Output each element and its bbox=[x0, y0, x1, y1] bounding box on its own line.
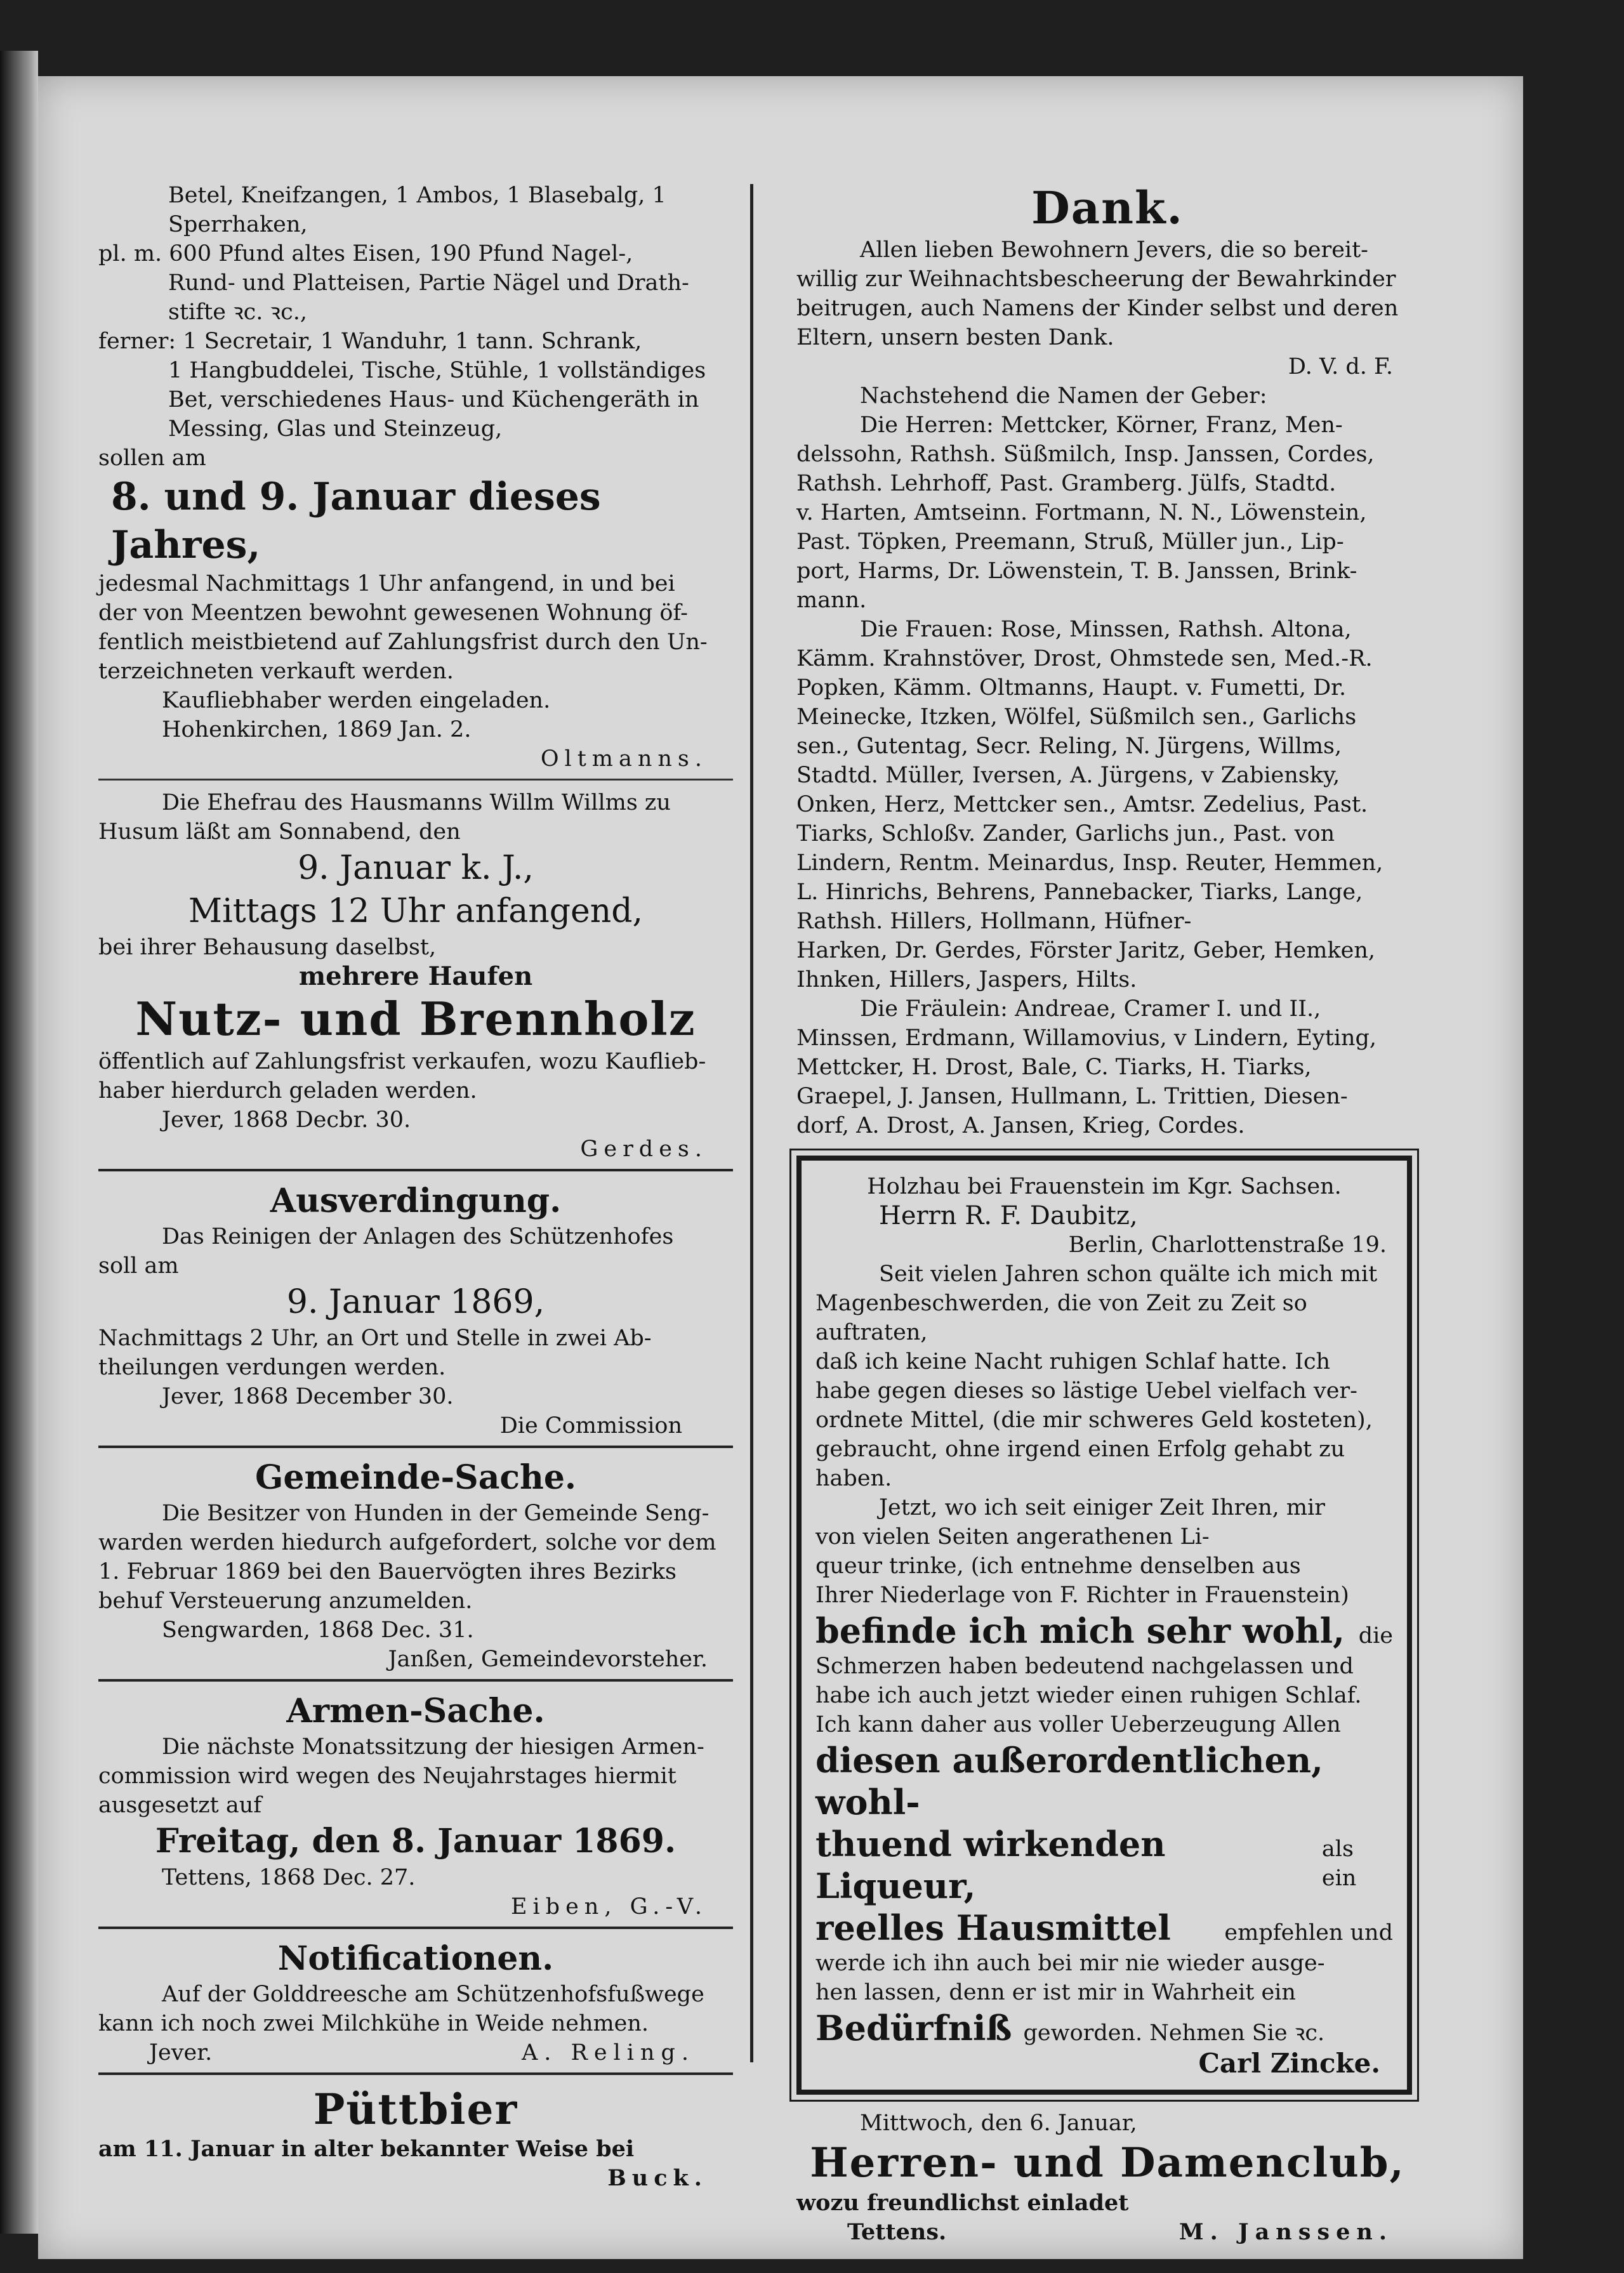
testimonial-line: werde ich ihn auch bei mir nie wieder ausge- bbox=[815, 1951, 1325, 1976]
testimonial-line: Herrn R. F. Daubitz, bbox=[879, 1201, 1138, 1230]
testimonial-line: als ein bbox=[1321, 1836, 1357, 1891]
auction-line: fentlich meistbietend auf Zahlungsfrist durch den Un- bbox=[98, 629, 708, 655]
club-place: Tettens. bbox=[847, 2219, 947, 2245]
auction-line: Rund- und Platteisen, Partie Nägel und Drath- bbox=[168, 270, 689, 296]
dank-line: willig zur Weihnachtsbescheerung der Bewahrkinder bbox=[796, 267, 1396, 292]
armen-place-date: Tettens, 1868 Dec. 27. bbox=[162, 1865, 416, 1890]
testimonial-line bbox=[815, 1823, 1393, 1907]
section-rule bbox=[98, 1927, 733, 1929]
wood-line: Die Ehefrau des Hausmanns Willm Willms zu bbox=[162, 790, 671, 815]
dank-title: Dank. bbox=[1031, 181, 1184, 234]
dank-line: Allen lieben Bewohnern Jevers, die so bereit- bbox=[860, 237, 1369, 263]
testimonial-emphasis: thuend wirkenden Liqueur, bbox=[815, 1824, 1166, 1906]
donor-line: Die Fräulein: Andreae, Cramer I. und II., bbox=[860, 996, 1321, 1022]
testimonial-signature: Carl Zincke. bbox=[1198, 2048, 1380, 2079]
gemeinde-line: behuf Versteuerung anzumelden. bbox=[98, 1588, 473, 1614]
auction-line: Kaufliebhaber werden eingeladen. bbox=[162, 688, 551, 713]
donor-line: Onken, Herz, Mettcker sen., Amtsr. Zedelius, Past. bbox=[796, 792, 1368, 817]
wood-sale-notice bbox=[98, 788, 733, 1164]
club-notice bbox=[796, 2109, 1418, 2247]
wood-time: Mittags 12 Uhr anfangend, bbox=[188, 892, 644, 930]
section-rule bbox=[98, 779, 733, 781]
ausverdingung-notice bbox=[98, 1180, 733, 1440]
section-rule bbox=[98, 1679, 733, 1682]
auction-line: pl. m. 600 Pfund altes Eisen, 190 Pfund Nagel-, bbox=[98, 241, 633, 267]
right-column bbox=[796, 181, 1418, 2247]
testimonial-emphasis: reelles Hausmittel bbox=[815, 1907, 1171, 1948]
testimonial-line: habe ich auch jetzt wieder einen ruhigen Schlaf. bbox=[815, 1683, 1362, 1708]
auction-line: Sperrhaken, bbox=[168, 212, 308, 237]
auction-line: Messing, Glas und Steinzeug, bbox=[168, 416, 503, 442]
donor-line: Past. Töpken, Preemann, Struß, Müller jun., Lip- bbox=[796, 529, 1344, 555]
ausverdingung-line: theilungen verdungen werden. bbox=[98, 1355, 446, 1380]
gemeinde-notice bbox=[98, 1457, 733, 1674]
donor-line: Graepel, J. Jansen, Hullmann, L. Trittien, Diesen- bbox=[796, 1084, 1348, 1109]
ausverdingung-line: Das Reinigen der Anlagen des Schützenhofes bbox=[162, 1224, 674, 1249]
armen-line: ausgesetzt auf bbox=[98, 1793, 262, 1818]
donor-line: Meinecke, Itzken, Wölfel, Süßmilch sen., Garlichs bbox=[796, 704, 1357, 730]
testimonial-line: daß ich keine Nacht ruhigen Schlaf hatte. Ich bbox=[815, 1349, 1331, 1374]
wood-date: 9. Januar k. J., bbox=[298, 849, 534, 887]
wood-signature: Gerdes. bbox=[580, 1136, 708, 1162]
gemeinde-signature: Janßen, Gemeindevorsteher. bbox=[388, 1647, 708, 1672]
armen-line: Die nächste Monatssitzung der hiesigen Armen- bbox=[162, 1734, 704, 1760]
armen-line: commission wird wegen des Neujahrstages hiermit bbox=[98, 1763, 677, 1789]
donor-line: Ihnken, Hillers, Jaspers, Hilts. bbox=[796, 967, 1137, 992]
club-footer bbox=[796, 2218, 1418, 2247]
auction-date: 8. und 9. Januar dieses Jahres, bbox=[111, 475, 601, 567]
testimonial-line: Jetzt, wo ich seit einiger Zeit Ihren, mir bbox=[879, 1495, 1325, 1520]
ausverdingung-place-date: Jever, 1868 December 30. bbox=[162, 1384, 454, 1409]
club-signature: M. Janssen. bbox=[1178, 2219, 1393, 2245]
testimonial-line: Seit vielen Jahren schon quälte ich mich mit bbox=[879, 1262, 1378, 1287]
gemeinde-title: Gemeinde-Sache. bbox=[254, 1458, 577, 1497]
donor-line: port, Harms, Dr. Löwenstein, T. B. Janssen, Brink- bbox=[796, 558, 1357, 584]
donor-line: dorf, A. Drost, A. Jansen, Krieg, Cordes. bbox=[796, 1113, 1245, 1138]
donor-line: Rathsh. Hillers, Hollmann, Hüfner- bbox=[796, 909, 1192, 934]
wood-line: haber hierdurch geladen werden. bbox=[98, 1078, 477, 1104]
wood-line: bei ihrer Behausung daselbst, bbox=[98, 935, 437, 960]
auction-line: sollen am bbox=[98, 445, 206, 471]
auction-signature: Oltmanns. bbox=[540, 746, 708, 772]
testimonial-emphasis: Bedürfniß bbox=[815, 2008, 1012, 2048]
testimonial-line: queur trinke, (ich entnehme denselben aus bbox=[815, 1553, 1301, 1579]
club-title: Herren- und Damenclub, bbox=[810, 2139, 1405, 2187]
notification-notice bbox=[98, 1938, 733, 2067]
ausverdingung-date: 9. Januar 1869, bbox=[286, 1283, 545, 1321]
dank-line: Nachstehend die Namen der Geber: bbox=[860, 383, 1267, 409]
testimonial-line bbox=[815, 1907, 1393, 1949]
testimonial-line bbox=[815, 1610, 1393, 1652]
auction-line: 1 Hangbuddelei, Tische, Stühle, 1 vollständiges bbox=[168, 358, 706, 383]
auction-line: Betel, Kneifzangen, 1 Ambos, 1 Blasebalg, 1 bbox=[168, 183, 666, 208]
dank-line: Eltern, unsern besten Dank. bbox=[796, 325, 1114, 350]
donor-line: delssohn, Rathsh. Süßmilch, Insp. Janssen, Cordes, bbox=[796, 442, 1375, 467]
puettbier-line: am 11. Januar in alter bekannter Weise bei bbox=[98, 2136, 635, 2162]
ausverdingung-line: Nachmittags 2 Uhr, an Ort und Stelle in zwei Ab- bbox=[98, 1326, 652, 1351]
wood-line: öffentlich auf Zahlungsfrist verkaufen, wozu Kauflieb- bbox=[98, 1049, 706, 1074]
donor-line: Die Frauen: Rose, Minssen, Rathsh. Altona, bbox=[860, 617, 1352, 642]
donor-line: Popken, Kämm. Oltmanns, Haupt. v. Fumetti, Dr. bbox=[796, 675, 1347, 701]
testimonial-line: von vielen Seiten angerathenen Li- bbox=[815, 1524, 1210, 1550]
testimonial-emphasis: befinde ich mich sehr wohl, bbox=[815, 1611, 1345, 1651]
testimonial-line: Magenbeschwerden, die von Zeit zu Zeit so auftraten, bbox=[815, 1291, 1307, 1345]
auction-line: ferner: 1 Secretair, 1 Wanduhr, 1 tann. Schrank, bbox=[98, 329, 642, 354]
wood-line: Husum läßt am Sonnabend, den bbox=[98, 819, 461, 845]
club-line: Mittwoch, den 6. Januar, bbox=[860, 2111, 1137, 2136]
testimonial-line: die bbox=[1358, 1623, 1393, 1649]
donor-line: sen., Gutentag, Secr. Reling, N. Jürgens, Willms, bbox=[796, 734, 1342, 759]
club-line: wozu freundlichst einladet bbox=[796, 2190, 1129, 2216]
dank-signature: D. V. d. F. bbox=[1288, 354, 1393, 379]
testimonial-line: Schmerzen haben bedeutend nachgelassen und bbox=[815, 1654, 1354, 1679]
section-rule bbox=[98, 2072, 733, 2075]
donor-line: Minssen, Erdmann, Willamovius, v Lindern, Eyting, bbox=[796, 1025, 1377, 1051]
testimonial-line: Ihrer Niederlage von F. Richter in Frauenstein) bbox=[815, 1583, 1349, 1608]
donor-line: Die Herren: Mettcker, Körner, Franz, Men- bbox=[860, 412, 1343, 438]
auction-line: stifte ꝛc. ꝛc., bbox=[168, 300, 307, 325]
testimonial-line: geworden. Nehmen Sie ꝛc. bbox=[1023, 2020, 1325, 2046]
donor-line: Lindern, Rentm. Meinardus, Insp. Reuter, Hemmen, bbox=[796, 850, 1383, 876]
notification-title: Notificationen. bbox=[277, 1939, 554, 1978]
armen-date: Freitag, den 8. Januar 1869. bbox=[155, 1822, 677, 1861]
notification-line: Auf der Golddreesche am Schützenhofsfußwege bbox=[162, 1982, 704, 2007]
testimonial-emphasis: diesen außerordentlichen, wohl- bbox=[815, 1740, 1323, 1822]
donor-line: v. Harten, Amtseinn. Fortmann, N. N., Löwenstein, bbox=[796, 500, 1367, 525]
auction-line: der von Meentzen bewohnt gewesenen Wohnung öf- bbox=[98, 600, 688, 626]
armen-title: Armen-Sache. bbox=[286, 1692, 545, 1730]
auction-line: terzeichneten verkauft werden. bbox=[98, 659, 454, 684]
notification-place: Jever. bbox=[149, 2040, 213, 2065]
puettbier-title: Püttbier bbox=[313, 2085, 518, 2134]
wood-headline: Nutz- und Brennholz bbox=[135, 992, 696, 1046]
wood-line: mehrere Haufen bbox=[298, 961, 533, 991]
donor-line: L. Hinrichs, Behrens, Pannebacker, Tiarks, Lange, bbox=[796, 880, 1363, 905]
section-rule bbox=[98, 1446, 733, 1448]
gemeinde-line: 1. Februar 1869 bei den Bauervögten ihres Bezirks bbox=[98, 1559, 677, 1585]
donor-line: Rathsh. Lehrhoff, Past. Gramberg. Jülfs, Stadtd. bbox=[796, 471, 1337, 496]
ausverdingung-line: soll am bbox=[98, 1253, 179, 1279]
section-rule bbox=[98, 1169, 733, 1171]
testimonial-line: habe gegen dieses so lästige Uebel vielfach ver- bbox=[815, 1378, 1357, 1404]
book-binding bbox=[0, 51, 38, 2234]
dank-line: beitrugen, auch Namens der Kinder selbst und deren bbox=[796, 296, 1399, 321]
testimonial-line bbox=[815, 2007, 1393, 2049]
left-column bbox=[98, 181, 733, 2193]
armen-signature: Eiben, G.-V. bbox=[510, 1894, 708, 1920]
donor-line: mann. bbox=[796, 588, 867, 613]
notification-footer bbox=[98, 2038, 733, 2067]
testimonial-line: Holzhau bei Frauenstein im Kgr. Sachsen. bbox=[867, 1174, 1342, 1199]
testimonial-line: Ich kann daher aus voller Ueberzeugung Allen bbox=[815, 1712, 1341, 1737]
testimonial-line: empfehlen und bbox=[1224, 1920, 1393, 1946]
donor-line: Kämm. Krahnstöver, Drost, Ohmstede sen, Med.-R. bbox=[796, 646, 1373, 671]
puettbier-notice bbox=[98, 2084, 733, 2193]
auction-place-date: Hohenkirchen, 1869 Jan. 2. bbox=[162, 717, 472, 742]
auction-line: jedesmal Nachmittags 1 Uhr anfangend, in und bei bbox=[98, 571, 675, 596]
donor-line: Mettcker, H. Drost, Bale, C. Tiarks, H. Tiarks, bbox=[796, 1055, 1312, 1080]
column-divider bbox=[750, 184, 753, 2062]
notification-line: kann ich noch zwei Milchkühe in Weide nehmen. bbox=[98, 2011, 649, 2036]
testimonial-line: ordnete Mittel, (die mir schweres Geld kosteten), bbox=[815, 1407, 1373, 1433]
testimonial-line: haben. bbox=[815, 1466, 892, 1491]
gemeinde-line: Die Besitzer von Hunden in der Gemeinde Seng- bbox=[162, 1501, 710, 1526]
donor-line: Tiarks, Schloßv. Zander, Garlichs jun., Past. von bbox=[796, 821, 1335, 847]
armen-notice bbox=[98, 1690, 733, 1921]
ausverdingung-title: Ausverdingung. bbox=[270, 1182, 562, 1220]
wood-place-date: Jever, 1868 Decbr. 30. bbox=[162, 1107, 411, 1133]
auction-notice bbox=[98, 181, 733, 774]
gemeinde-line: warden werden hiedurch aufgefordert, solche vor dem bbox=[98, 1530, 716, 1555]
donor-line: Harken, Dr. Gerdes, Förster Jaritz, Geber, Hemken, bbox=[796, 938, 1376, 963]
ausverdingung-signature: Die Commission bbox=[499, 1413, 682, 1439]
puettbier-signature: Buck. bbox=[607, 2165, 708, 2191]
dank-notice bbox=[796, 181, 1418, 1140]
testimonial-line: Berlin, Charlottenstraße 19. bbox=[1068, 1232, 1387, 1258]
testimonial-line: gebraucht, ohne irgend einen Erfolg gehabt zu bbox=[815, 1437, 1345, 1462]
auction-line: Bet, verschiedenes Haus- und Küchengeräth in bbox=[168, 387, 699, 412]
testimonial-line: hen lassen, denn er ist mir in Wahrheit ein bbox=[815, 1980, 1296, 2005]
notification-signature: A. Reling. bbox=[521, 2040, 695, 2065]
gemeinde-place-date: Sengwarden, 1868 Dec. 31. bbox=[162, 1617, 474, 1643]
liqueur-testimonial-box bbox=[796, 1156, 1412, 2095]
donor-line: Stadtd. Müller, Iversen, A. Jürgens, v Zabiensky, bbox=[796, 763, 1340, 788]
